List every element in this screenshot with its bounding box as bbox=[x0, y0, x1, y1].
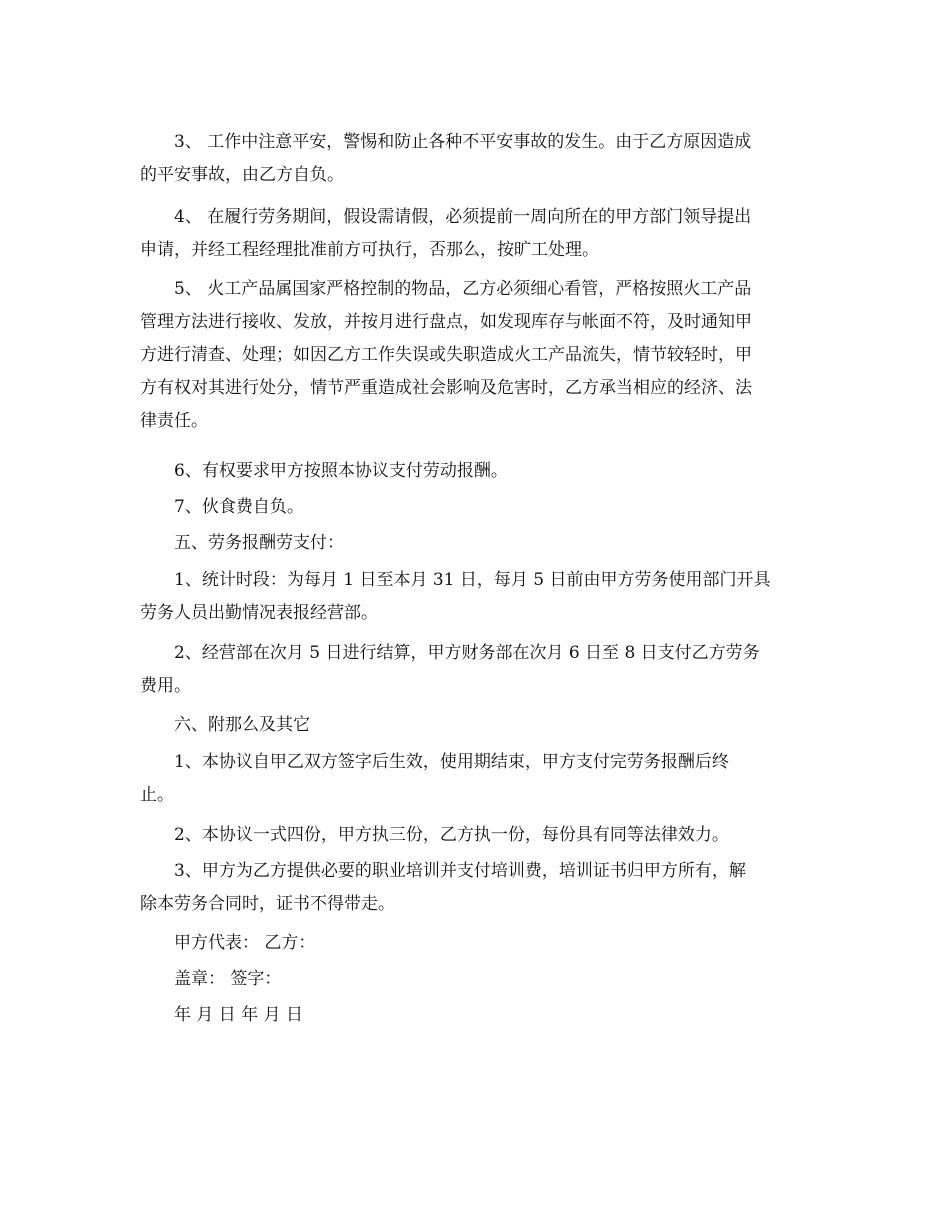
signature-line: 甲方代表： 乙方： bbox=[174, 933, 316, 953]
paragraph-line: 费用。 bbox=[140, 676, 191, 696]
paragraph-line: 7、伙食费自负。 bbox=[174, 497, 304, 517]
section-heading: 六、附那么及其它 bbox=[174, 715, 310, 735]
paragraph-item-5-2 bbox=[140, 637, 820, 703]
paragraph-line: 2、经营部在次月 5 日进行结算，甲方财务部在次月 6 日至 8 日支付乙方劳务 bbox=[174, 643, 760, 663]
section-heading-5 bbox=[140, 527, 820, 560]
paragraph-line: 劳务人员出勤情况表报经营部。 bbox=[140, 603, 378, 623]
paragraph-line: 除本劳务合同时，证书不得带走。 bbox=[140, 894, 395, 914]
paragraph-line: 管理方法进行接收、发放，并按月进行盘点，如发现库存与帐面不符，及时通知甲 bbox=[140, 312, 752, 332]
paragraph-line: 止。 bbox=[140, 785, 174, 805]
paragraph-item-6-2 bbox=[140, 819, 820, 852]
paragraph-line: 2、本协议一式四份，甲方执三份，乙方执一份，每份具有同等法律效力。 bbox=[174, 825, 729, 845]
paragraph-item-6-1 bbox=[140, 746, 820, 812]
paragraph-line: 1、本协议自甲乙双方签字后生效，使用期结束，甲方支付完劳务报酬后终 bbox=[174, 752, 729, 772]
paragraph-line: 3、甲方为乙方提供必要的职业培训并支付培训费，培训证书归甲方所有，解 bbox=[174, 861, 746, 881]
paragraph-line: 5、 火工产品属国家严格控制的物品，乙方必须细心看管，严格按照火工产品 bbox=[174, 279, 752, 299]
paragraph-line: 1、统计时段：为每月 1 日至本月 31 日，每月 5 日前由甲方劳务使用部门开具 bbox=[174, 570, 771, 590]
paragraph-item-5-1 bbox=[140, 564, 820, 630]
paragraph-item-5 bbox=[140, 273, 820, 438]
paragraph-line: 4、 在履行劳务期间，假设需请假，必须提前一周向所在的甲方部门领导提出 bbox=[174, 207, 752, 227]
section-heading-6 bbox=[140, 709, 820, 742]
paragraph-line: 律责任。 bbox=[140, 411, 208, 431]
paragraph-line: 申请，并经工程经理批准前方可执行，否那么，按旷工处理。 bbox=[140, 240, 599, 260]
paragraph-line: 6、有权要求甲方按照本协议支付劳动报酬。 bbox=[174, 461, 508, 481]
paragraph-item-3 bbox=[140, 126, 820, 192]
paragraph-item-7 bbox=[140, 491, 820, 524]
signature-line: 年 月 日 年 月 日 bbox=[174, 1005, 304, 1025]
signature-line: 盖章： 签字： bbox=[174, 969, 282, 989]
paragraph-line: 的平安事故，由乙方自负。 bbox=[140, 165, 344, 185]
paragraph-line: 方有权对其进行处分，情节严重造成社会影响及危害时，乙方承当相应的经济、法 bbox=[140, 378, 752, 398]
paragraph-item-6-3 bbox=[140, 855, 820, 921]
signature-date bbox=[140, 999, 820, 1032]
paragraph-item-4 bbox=[140, 201, 820, 267]
paragraph-line: 方进行清查、处理；如因乙方工作失误或失职造成火工产品流失，情节较轻时，甲 bbox=[140, 345, 752, 365]
signature-seal bbox=[140, 963, 820, 996]
paragraph-line: 3、 工作中注意平安，警惕和防止各种不平安事故的发生。由于乙方原因造成 bbox=[174, 132, 752, 152]
section-heading: 五、劳务报酬劳支付： bbox=[174, 533, 344, 553]
paragraph-item-6 bbox=[140, 455, 820, 488]
signature-party-a bbox=[140, 927, 820, 960]
